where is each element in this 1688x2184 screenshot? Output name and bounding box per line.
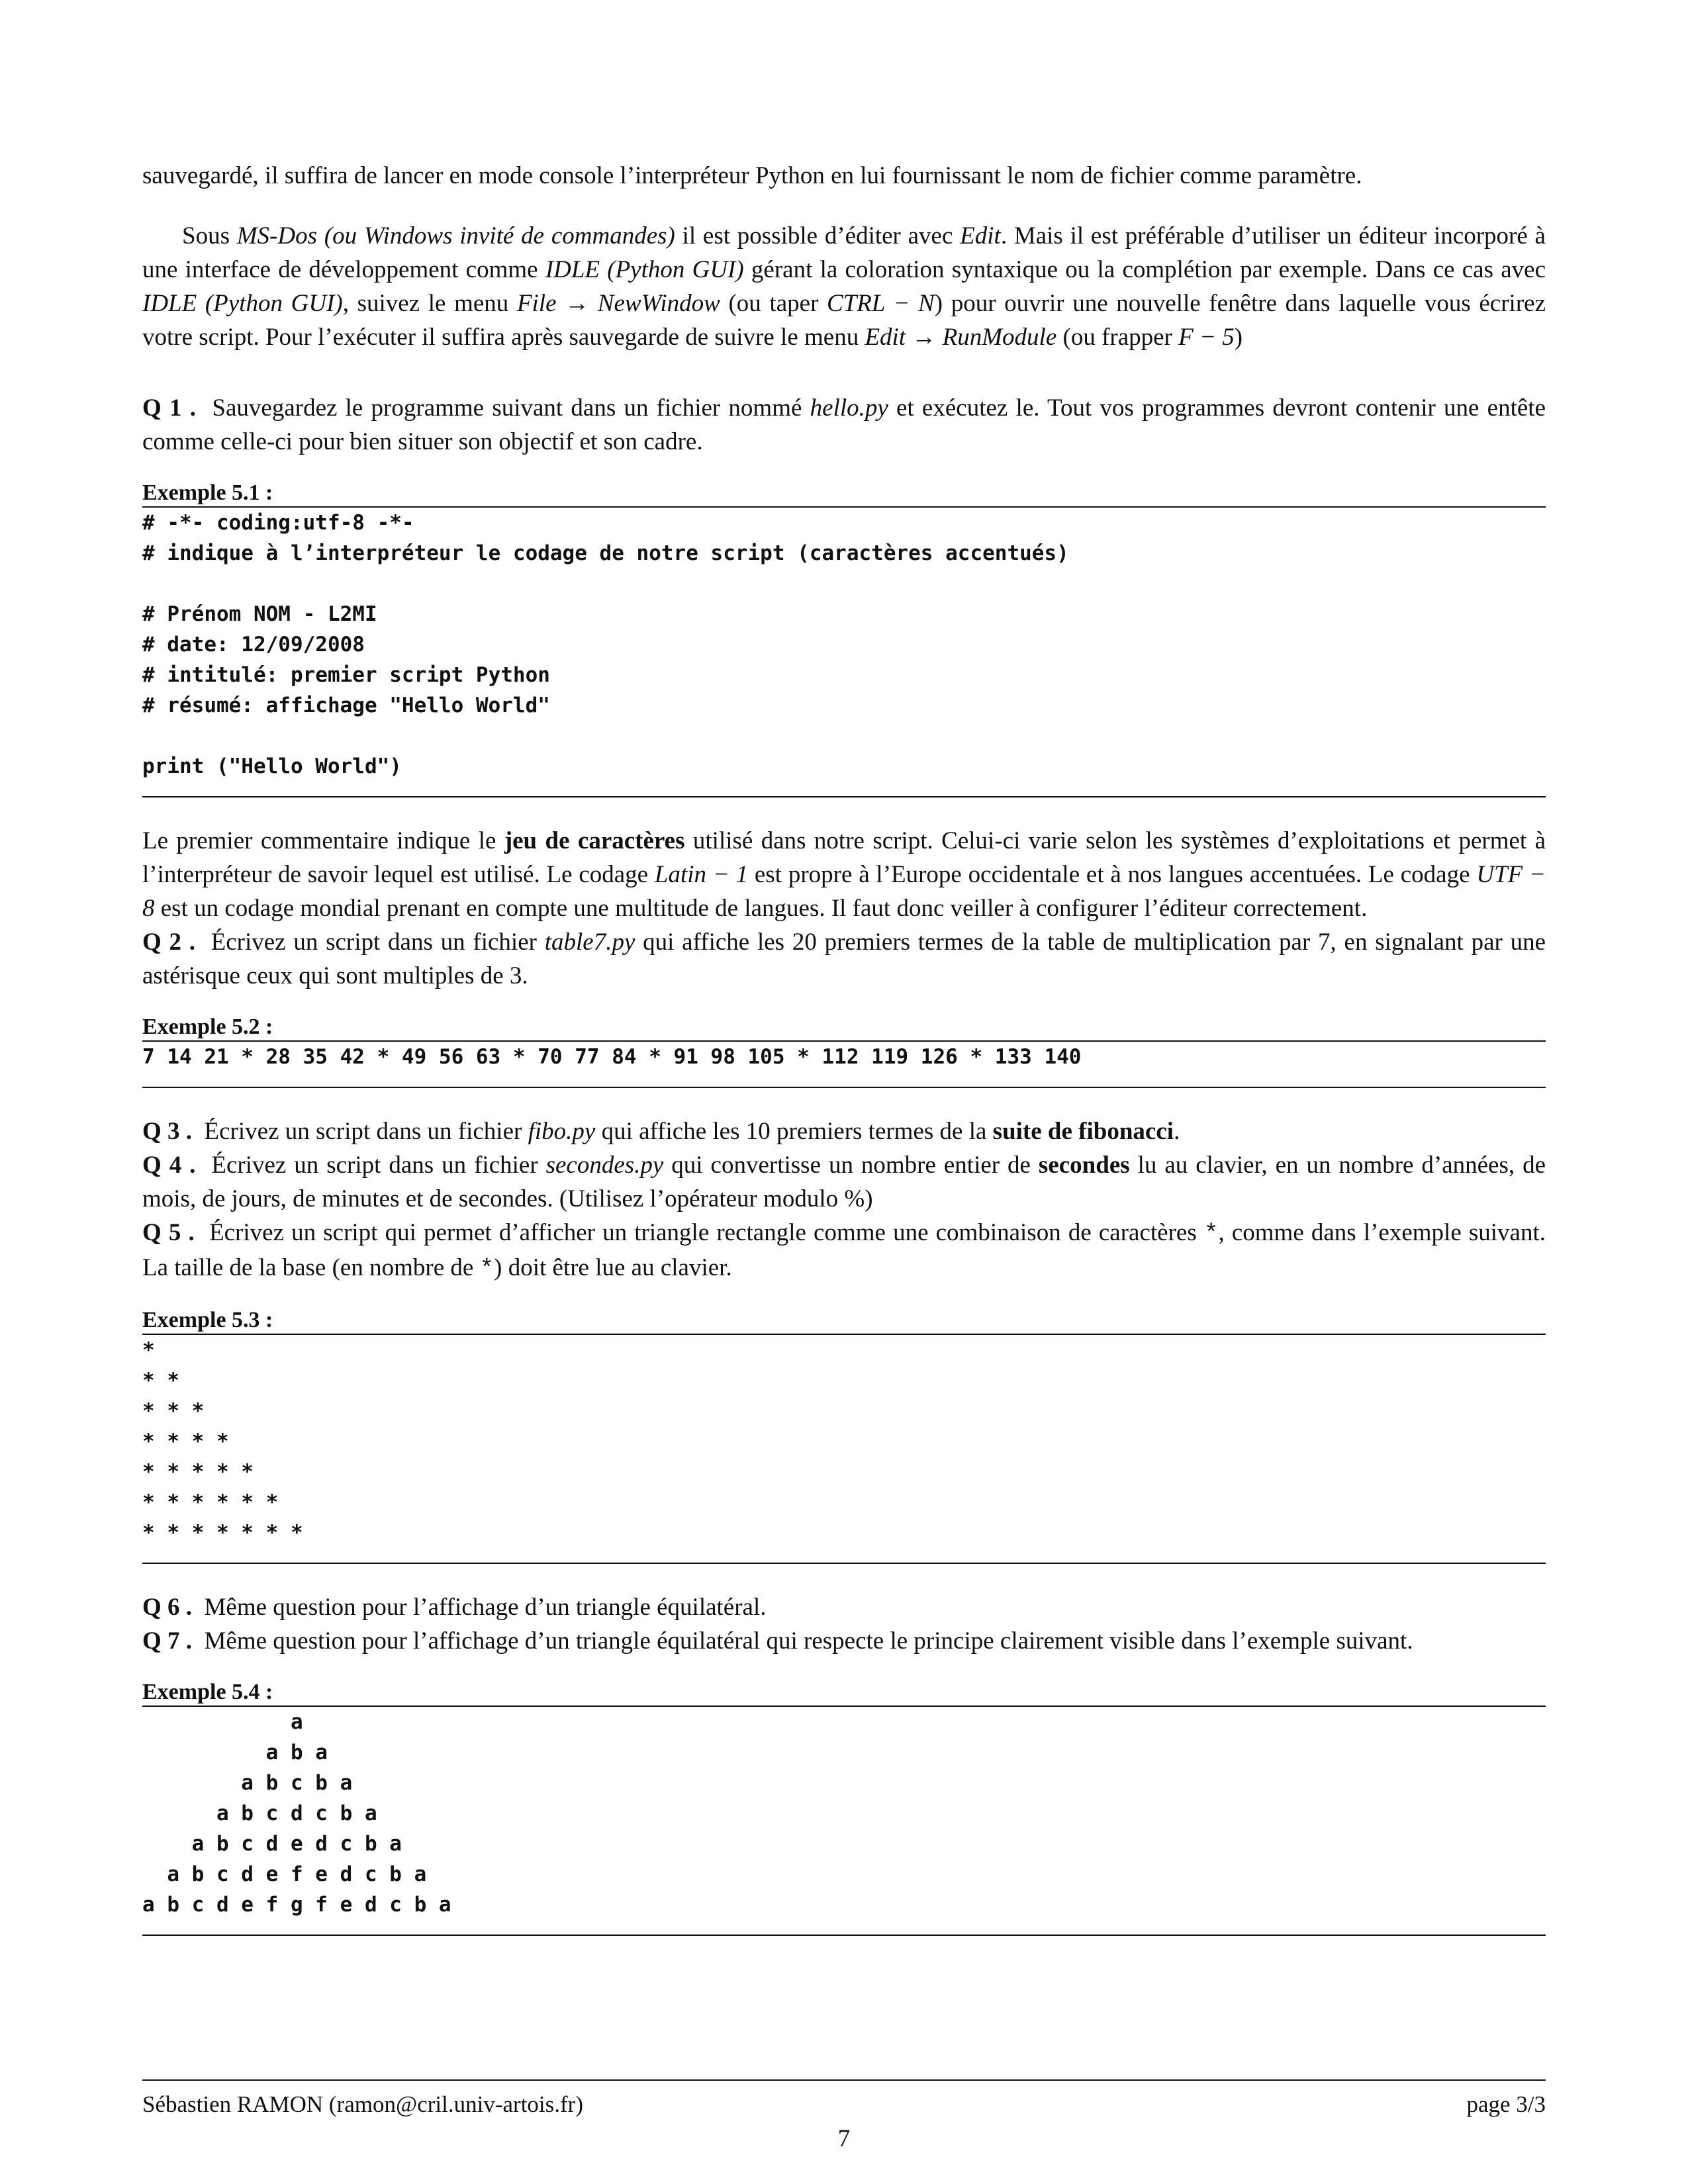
example-title: Exemple 5.1 : — [142, 480, 1546, 508]
footer-page: page 3/3 — [1466, 2091, 1546, 2117]
intro-paragraph-1: sauvegardé, il suffira de lancer en mode console l’interpréteur Python en lui fournissant le nom de fichier comme paramètre. — [142, 162, 1362, 189]
example-title: Exemple 5.4 : — [142, 1679, 1546, 1707]
charset-paragraph: Le premier commentaire indique le jeu de caractères utilisé dans notre script. Celui-ci varie selon les systèmes d’exploitations et permet à l’interpréteur de savoir lequel est utilisé. Le codage Latin − 1 est propre à l’Europe occidentale et à nos langues accentuées. Le codage UTF − 8 est un codage mondial prenant en compte une multitude de langues. Il faut donc veiller à configurer l’éditeur correctement. — [142, 827, 1546, 922]
example-5-1 — [142, 480, 1546, 797]
example-5-3 — [142, 1307, 1546, 1564]
page-footer — [142, 2079, 1546, 2119]
code-block: # -*- coding:utf-8 -*- # indique à l’interpréteur le codage de notre script (caractères accentués) # Prénom NOM - L2MI # date: 12/09/2008 # intitulé: premier script Python # résumé: affichage "Hello World" print ("Hello World") — [142, 508, 1546, 797]
question-3: Q 3 . Écrivez un script dans un fichier fibo.py qui affiche les 10 premiers termes de la suite de fibonacci. — [142, 1118, 1180, 1145]
example-5-4 — [142, 1679, 1546, 1936]
example-title: Exemple 5.3 : — [142, 1307, 1546, 1335]
footer-author: Sébastien RAMON (ramon@cril.univ-artois.fr) — [142, 2091, 583, 2117]
example-title: Exemple 5.2 : — [142, 1014, 1546, 1042]
intro-paragraph-2: Sous MS-Dos (ou Windows invité de commandes) il est possible d’éditer avec Edit. Mais il est préférable d’utiliser un éditeur incorporé à une interface de développement comme IDLE (Python GUI) gérant la coloration syntaxique ou la complétion par exemple. Dans ce cas avec IDLE (Python GUI), suivez le menu File → NewWindow (ou taper CTRL − N) pour ouvrir une nouvelle fenêtre dans laquelle vous écrirez votre script. Pour l’exécuter il suffira après sauvegarde de suivre le menu Edit → RunModule (ou frapper F − 5) — [142, 222, 1546, 351]
question-5: Q 5 . Écrivez un script qui permet d’afficher un triangle rectangle comme une combinaison de caractères *, comme dans l’exemple suivant. La taille de la base (en nombre de *) doit être lue au clavier. — [142, 1219, 1546, 1283]
page-number: 7 — [837, 2125, 851, 2152]
question-1: Q 1 . Sauvegardez le programme suivant dans un fichier nommé hello.py et exécutez le. Tout vos programmes devront contenir une entête comme celle-ci pour bien situer son objectif et son cadre. — [142, 394, 1546, 455]
code-block: * * * * * * * * * * * * * * * * * * * * * * * * * * * * — [142, 1335, 1546, 1564]
document-body — [142, 159, 1546, 1936]
question-4: Q 4 . Écrivez un script dans un fichier secondes.py qui convertisse un nombre entier de secondes lu au clavier, en un nombre d’années, de mois, de jours, de minutes et de secondes. (Utilisez l’opérateur modulo %) — [142, 1152, 1546, 1212]
code-block: a a b a a b c b a a b c d c b a a b c d e d c b a a b c d e f e d c b a a b c d e f g f e d c b a — [142, 1707, 1546, 1936]
question-7: Q 7 . Même question pour l’affichage d’un triangle équilatéral qui respecte le principe clairement visible dans l’exemple suivant. — [142, 1627, 1413, 1655]
example-5-2 — [142, 1014, 1546, 1088]
question-2: Q 2 . Écrivez un script dans un fichier table7.py qui affiche les 20 premiers termes de la table de multiplication par 7, en signalant par une astérisque ceux qui sont multiples de 3. — [142, 929, 1546, 989]
question-6: Q 6 . Même question pour l’affichage d’un triangle équilatéral. — [142, 1594, 767, 1621]
code-block: 7 14 21 * 28 35 42 * 49 56 63 * 70 77 84 * 91 98 105 * 112 119 126 * 133 140 — [142, 1042, 1546, 1088]
